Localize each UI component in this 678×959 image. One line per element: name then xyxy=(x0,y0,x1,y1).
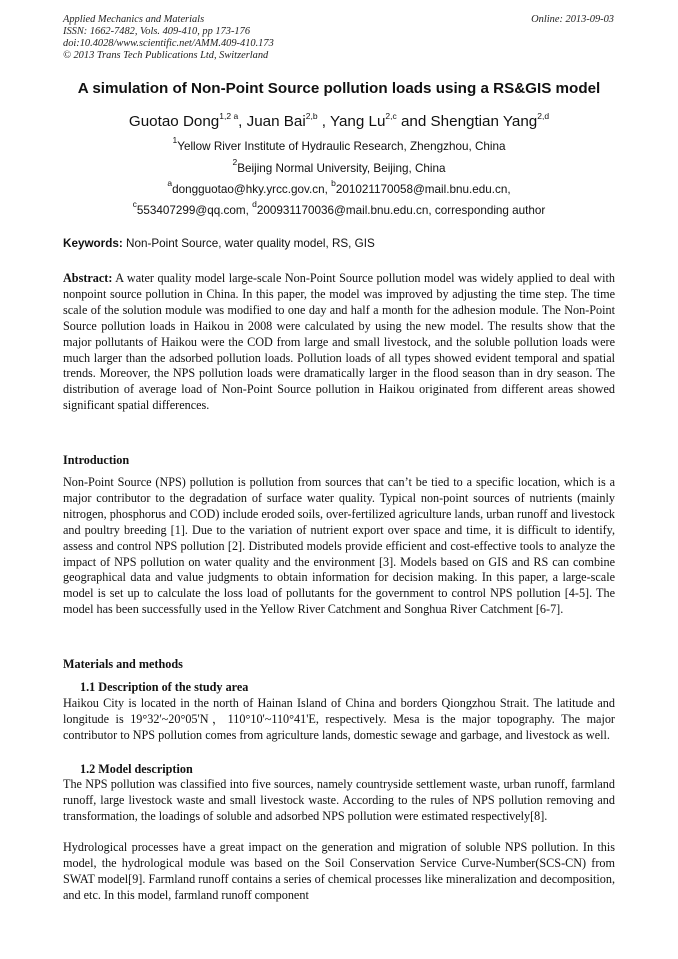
affiliation-2 xyxy=(0,157,678,175)
author-sup: 1,2 a xyxy=(219,111,239,121)
affiliation-sup: 1 xyxy=(172,135,178,145)
copyright-line: © 2013 Trans Tech Publications Ltd, Switzerland xyxy=(63,50,269,61)
author-name: Shengtian Yang xyxy=(430,113,538,130)
doi-line[interactable]: doi:10.4028/www.scientific.net/AMM.409-410.173 xyxy=(63,38,274,49)
author-sup: 2,d xyxy=(537,111,550,121)
journal-header xyxy=(63,14,274,62)
affiliation-text: Yellow River Institute of Hydraulic Research, Zhengzhou, China xyxy=(177,140,506,153)
keywords xyxy=(63,237,375,250)
affiliation-text: Beijing Normal University, Beijing, China xyxy=(237,162,446,175)
author-sup: 2,c xyxy=(385,111,397,121)
study-area-text: Haikou City is located in the north of Hainan Island of China and borders Qiongzhou Strait. The latitude and longitude is 19°32'~20°05'N，110°10'~110°41'E, respectively. Mesa is the major topography. The major contributor to NPS pollution comes from agriculture lands, domestic sewage and garbage, and livestock as well. xyxy=(63,696,615,742)
affiliation-sup: 2 xyxy=(232,157,238,167)
keywords-label: Keywords: xyxy=(63,237,123,250)
author-name: Juan Bai xyxy=(246,113,306,130)
author-sep: and xyxy=(396,113,431,130)
email-link[interactable]: dongguotao@hky.yrcc.gov.cn, xyxy=(172,183,328,196)
email-sup: c xyxy=(132,199,137,209)
model-text-2: Hydrological processes have a great impact on the generation and migration of soluble NPS pollution. In this model, the hydrological module was based on the Soil Conservation Service Curve-Number(SCS-CN) from SWAT model[9]. Farmland runoff contains a series of chemical processes like mineralization and decomposition, and etc. In this model, farmland runoff component xyxy=(63,840,615,902)
abstract-text: A water quality model large-scale Non-Point Source pollution model was widely applied to deal with nonpoint source pollution in China. In this paper, the model was improved by adjusting the time step. The time scale of the solution module was modified to one day and half a month for the adhesion module. The Non-Point Source pollution loads in Haikou in 2008 were calculated by using the new model. The results show that the major pollutants of Haikou were the COD from large and small livestock, and the soluble pollution loads were much larger than the adsorbed pollution loads. Pollution loads of all types showed evident temporal and spatial trends. Moreover, the NPS pollution loads were dramatically larger in the flood season than in dry season. The distribution of average load of Non-Point Source pollution in Haikou originated from different areas showed significant spatial differences. xyxy=(63,271,615,413)
author-sep: , xyxy=(238,113,247,130)
author-name: Guotao Dong xyxy=(128,113,220,130)
email-line-1 xyxy=(0,178,678,196)
section-heading-introduction: Introduction xyxy=(63,453,130,467)
email-link[interactable]: 553407299@qq.com, xyxy=(136,204,249,217)
model-text-1: The NPS pollution was classified into five sources, namely countryside settlement waste, urban runoff, farmland runoff, large livestock waste and small livestock waste. According to the rules of NPS pollution removing and transformation, the loadings of soluble and adsorbed NPS pollution were estimated respectively[8]. xyxy=(63,777,615,823)
author-sup: 2,b xyxy=(305,111,318,121)
paper-title: A simulation of Non-Point Source pollution loads using a RS&GIS model xyxy=(77,80,601,97)
keywords-text: Non-Point Source, water quality model, RS, GIS xyxy=(122,237,375,250)
email-sup: d xyxy=(252,199,257,209)
abstract-label: Abstract: xyxy=(63,271,113,285)
email-link[interactable]: 200931170036@mail.bnu.edu.cn, corresponding author xyxy=(256,204,546,217)
subsection-heading-model: 1.2 Model description xyxy=(80,762,193,776)
author-sep: , xyxy=(317,113,330,130)
journal-name: Applied Mechanics and Materials xyxy=(63,14,205,25)
section-heading-methods: Materials and methods xyxy=(63,657,183,671)
author-list xyxy=(0,113,678,130)
email-link[interactable]: 201021170058@mail.bnu.edu.cn, xyxy=(335,183,511,196)
email-sup: b xyxy=(331,178,336,188)
abstract xyxy=(63,271,615,414)
introduction-text: Non-Point Source (NPS) pollution is pollution from sources that can’t be tied to a specific location, which is a major contributor to the degradation of surface water quality. Typical non-point sources of nutrients (mainly nitrogen, phosphorus and COD) include eroded soils, over-fertilized agriculture lands, urban runoff and livestock and poultry breeding [1]. Due to the variation of nutrient export over space and time, it is difficult to identify, assess and control NPS pollution [2]. Distributed models provide efficient and cost-effective tools to analyze the impact of NPS pollution on water quality and the environment [3]. Models based on GIS and RS can combine geographical data and value judgments to obtain information for decision making. In this paper, a large-scale model is set up to calculate the loss load of pollutants for the government to control NPS pollution [4-5]. The model has been successfully used in the Yellow River Catchment and Songhua River Catchment [6-7]. xyxy=(63,475,615,617)
affiliation-1 xyxy=(0,135,678,153)
issn-line: ISSN: 1662-7482, Vols. 409-410, pp 173-176 xyxy=(63,26,251,37)
subsection-heading-study-area: 1.1 Description of the study area xyxy=(80,680,249,694)
email-sup: a xyxy=(167,178,173,188)
online-date: Online: 2013-09-03 xyxy=(531,14,614,25)
author-name: Yang Lu xyxy=(329,113,386,130)
email-line-2 xyxy=(0,199,678,217)
